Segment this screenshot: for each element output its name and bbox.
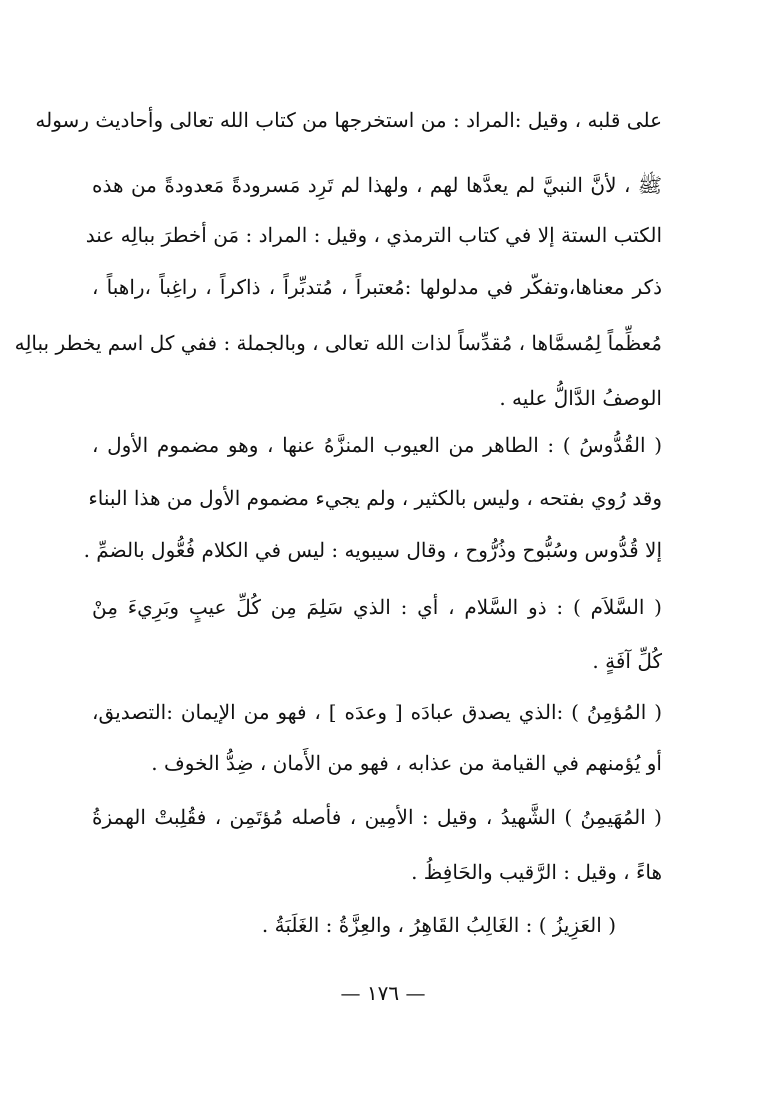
text-line-5: مُعظِّماً لِمُسمَّاها ، مُقدِّساً لذات الله تعالى ، وبالجملة : ففي كل اسم يخطر ببالِه xyxy=(14,331,662,355)
text-line-12: ( المُؤمِنُ ) :الذي يصدق عبادَه [ وعدَه ] ، فهو من الإيمان :التصديق، xyxy=(92,700,662,724)
page-number: — ١٧٦ — xyxy=(340,981,426,1005)
text-line-8: وقد رُوي بفتحه ، وليس بالكثير ، ولم يجيء مضموم الأول من هذا البناء xyxy=(88,486,662,510)
text-line-11: كُلِّ آفَةٍ . xyxy=(592,649,662,673)
text-line-6: الوصفُ الدَّالُّ عليه . xyxy=(499,386,662,410)
text-line-10: ( السَّلاَم ) : ذو السَّلام ، أي : الذي سَلِمَ مِن كُلِّ عيبٍ وبَرِيءَ مِنْ xyxy=(92,595,662,619)
text-line-2: ﷺ ، لأنَّ النبيَّ لم يعدَّها لهم ، ولهذا لم تَرِد مَسرودةً مَعدودةً من هذه xyxy=(92,173,662,197)
text-line-15: هاءً ، وقيل : الرَّقيب والحَافِظُ . xyxy=(411,860,662,884)
text-line-7: ( القُدُّوسُ ) : الطاهر من العيوب المنزَّهُ عنها ، وهو مضموم الأول ، xyxy=(92,433,662,457)
text-line-13: أو يُؤمنهم في القيامة من عذابه ، فهو من الأَمان ، ضِدُّ الخوف . xyxy=(151,751,662,775)
text-line-14: ( المُهَيمِنُ ) الشَّهيدُ ، وقيل : الأمِين ، فأصله مُؤتَمِن ، فقُلِبتْ الهمزةُ xyxy=(92,805,662,829)
text-line-1: على قلبه ، وقيل :المراد : من استخرجها من كتاب الله تعالى وأحاديث رسوله xyxy=(35,108,662,132)
text-line-16: ( العَزِيزُ ) : الغَالِبُ القَاهِرُ ، والعِزَّةُ : الغَلَبَةُ . xyxy=(261,913,616,937)
text-line-9: إلا قُدُّوس وسُبُّوح وذُرُّوح ، وقال سيبويه : ليس في الكلام فُعُّول بالضمِّ . xyxy=(83,538,662,562)
text-line-4: ذكر معناها،وتفكّر في مدلولها :مُعتبراً ، مُتدبِّراً ، ذاكراً ، راغِباً ،راهباً ، xyxy=(92,275,662,299)
text-line-3: الكتب الستة إلا في كتاب الترمذي ، وقيل : المراد : مَن أخطرَ ببالِه عند xyxy=(85,223,662,247)
